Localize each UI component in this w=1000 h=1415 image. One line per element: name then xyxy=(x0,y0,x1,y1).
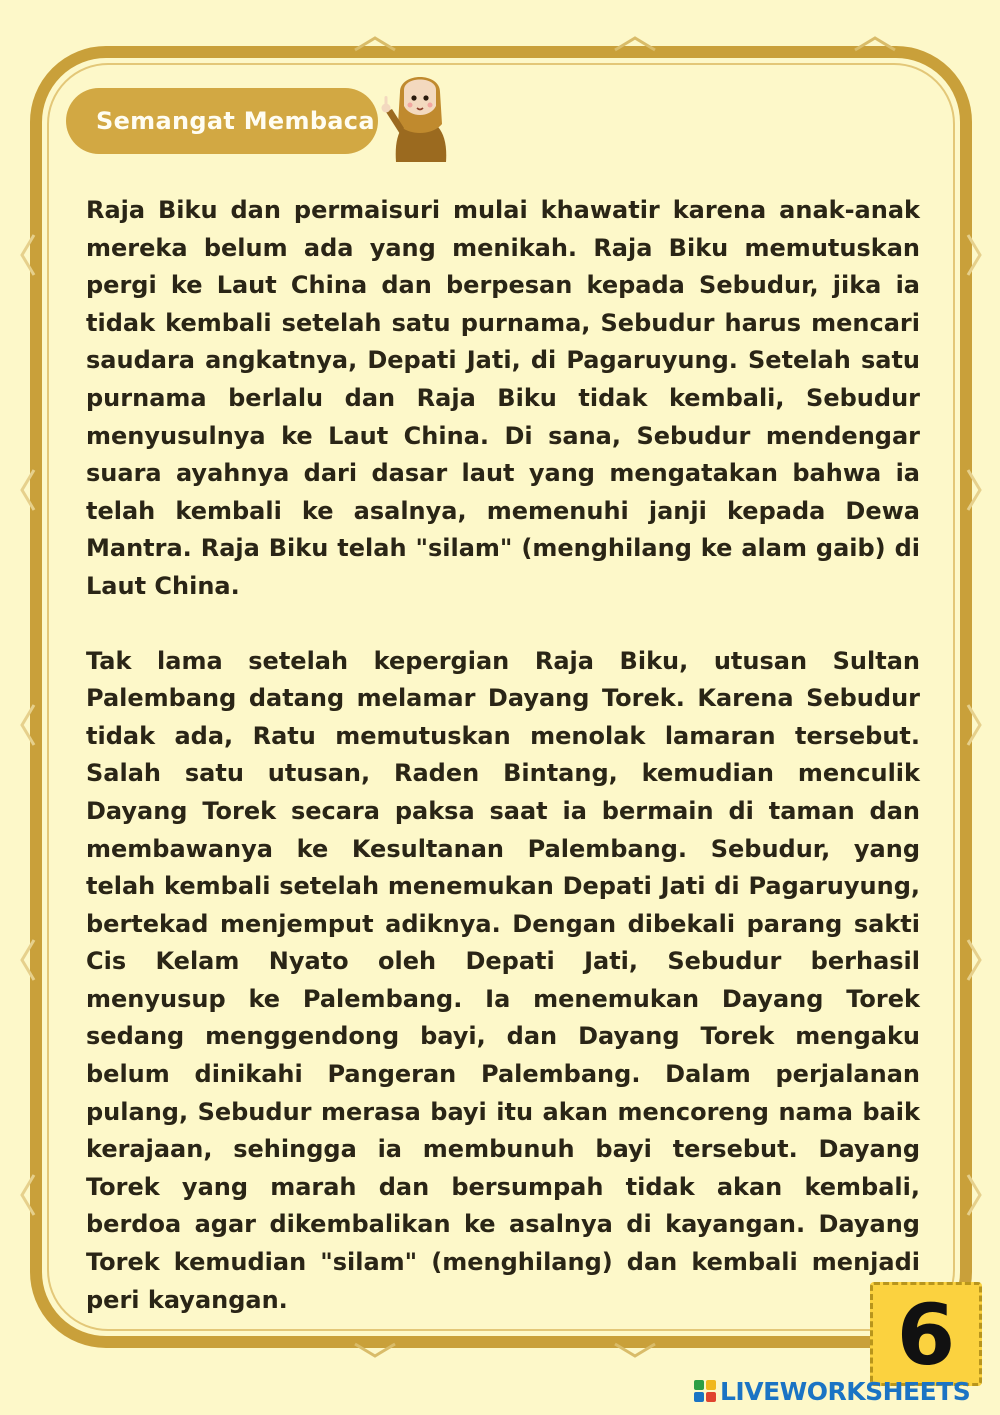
story-paragraph-2: Tak lama setelah kepergian Raja Biku, utusan Sultan Palembang datang melamar Dayang Torek. Karena Sebudur tidak ada, Ratu memutuskan menolak lamaran tersebut. Salah satu utusan, Raden Bintang, kemudian menculik Dayang Torek secara paksa saat ia bermain di taman dan membawanya ke Kesultanan Palembang. Sebudur, yang telah kembali setelah menemukan Depati Jati di Pagaruyung, bertekad menjemput adiknya. Dengan dibekali parang sakti Cis Kelam Nyato oleh Depati Jati, Sebudur berhasil menyusup ke Palembang. Ia menemukan Dayang Torek sedang menggendong bayi, dan Dayang Torek mengaku belum dinikahi Pangeran Palembang. Dalam perjalanan pulang, Sebudur merasa bayi itu akan mencoreng nama baik kerajaan, sehingga ia membunuh bayi tersebut. Dayang Torek yang marah dan bersumpah tidak akan kembali, berdoa agar dikembalikan ke asalnya di kayangan. Dayang Torek kemudian "silam" (menghilang) dan kembali menjadi peri kayangan. xyxy=(86,646,920,1314)
story-text xyxy=(86,192,920,1319)
page-number: 6 xyxy=(896,1286,956,1384)
story-paragraph-1: Raja Biku dan permaisuri mulai khawatir karena anak-anak mereka belum ada yang menikah. Raja Biku memutuskan pergi ke Laut China dan berpesan kepada Sebudur, jika ia tidak kembali setelah satu purnama, Sebudur harus mencari saudara angkatnya, Depati Jati, di Pagaruyung. Setelah satu purnama berlalu dan Raja Biku tidak kembali, Sebudur menyusulnya ke Laut China. Di sana, Sebudur mendengar suara ayahnya dari dasar laut yang mengatakan bahwa ia telah kembali ke asalnya, memenuhi janji kepada Dewa Mantra. Raja Biku telah "silam" (menghilang ke alam gaib) di Laut China. xyxy=(86,196,920,600)
hijab-girl-pointing-icon xyxy=(376,62,464,162)
watermark-text: LIVEWORKSHEETS xyxy=(720,1376,971,1406)
page-number-badge xyxy=(870,1282,982,1386)
section-title: Semangat Membaca xyxy=(96,107,375,135)
watermark xyxy=(694,1376,970,1406)
liveworksheets-logo-icon xyxy=(694,1380,716,1402)
section-title-badge xyxy=(66,88,378,154)
